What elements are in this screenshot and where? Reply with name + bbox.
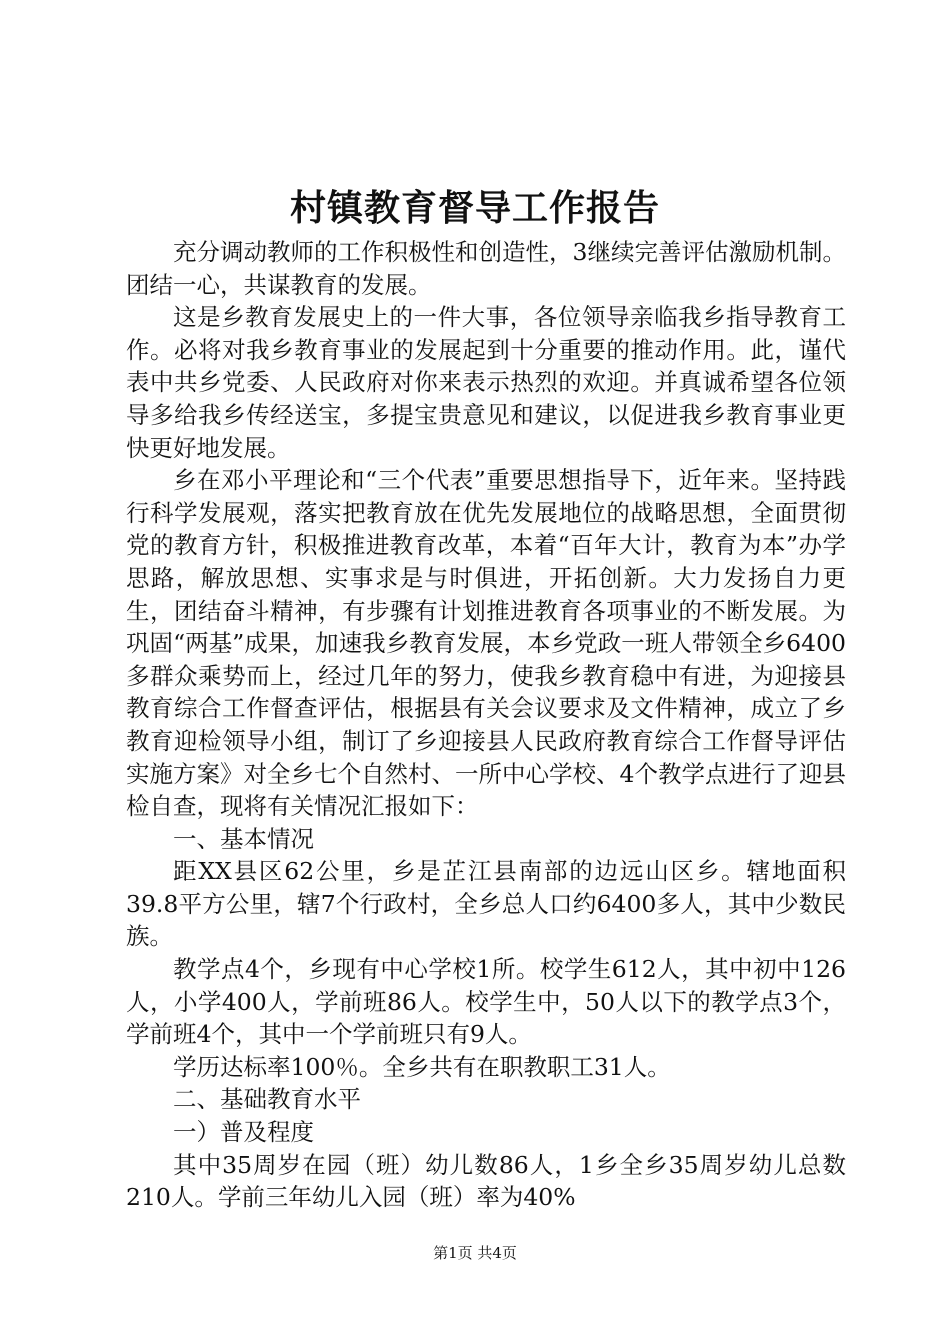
document-body [126,236,846,1214]
section-heading-basic-education: 二、基础教育水平 [173,1085,361,1114]
paragraph-3: 乡在邓小平理论和“三个代表”重要思想指导下，近年来。坚持践行科学发展观，落实把教育放在优先发展地位的战略思想，全面贯彻党的教育方针，积极推进教育改革，本着“百年大计，教育为本”办学思路，解放思想、实事求是与时俱进，开拓创新。大力发扬自力更生，团结奋斗精神，有步骤有计划推进教育各项事业的不断发展。为巩固“两基”成果，加速我乡教育发展，本乡党政一班人带领全乡6400多群众乘势而上，经过几年的努力，使我乡教育稳中有进，为迎接县教育综合工作督查评估，根据县有关会议要求及文件精神，成立了乡教育迎检领导小组，制订了乡迎接县人民政府教育综合工作督导评估实施方案》对全乡七个自然村、一所中心学校、4个教学点进行了迎县检自查，现将有关情况汇报如下： [126,466,846,821]
subsection-heading-popularization: 一）普及程度 [173,1118,314,1147]
paragraph-5: 教学点4个，乡现有中心学校1所。校学生612人，其中初中126人，小学400人，学前班86人。校学生中，50人以下的教学点3个，学前班4个，其中一个学前班只有9人。 [126,955,846,1049]
paragraph-7: 其中35周岁在园（班）幼儿数86人，1乡全乡35周岁幼儿总数210人。学前三年幼儿入园（班）率为40% [126,1150,846,1212]
paragraph-2: 这是乡教育发展史上的一件大事，各位领导亲临我乡指导教育工作。必将对我乡教育事业的发展起到十分重要的推动作用。此，谨代表中共乡党委、人民政府对你来表示热烈的欢迎。并真诚希望各位领导多给我乡传经送宝，多提宝贵意见和建议，以促进我乡教育事业更快更好地发展。 [126,303,846,462]
section-heading-basic-situation: 一、基本情况 [173,824,314,853]
paragraph-1: 充分调动教师的工作积极性和创造性，3继续完善评估激励机制。团结一心，共谋教育的发展。 [126,238,846,299]
paragraph-4: 距XX县区62公里，乡是芷江县南部的边远山区乡。辖地面积39.8平方公里，辖7个行政村，全乡总人口约6400多人，其中少数民族。 [126,857,846,951]
document-title: 村镇教育督导工作报告 [289,187,660,229]
page-footer: 第1页 共4页 [433,1244,517,1262]
paragraph-6: 学历达标率100％。全乡共有在职教职工31人。 [173,1052,671,1081]
